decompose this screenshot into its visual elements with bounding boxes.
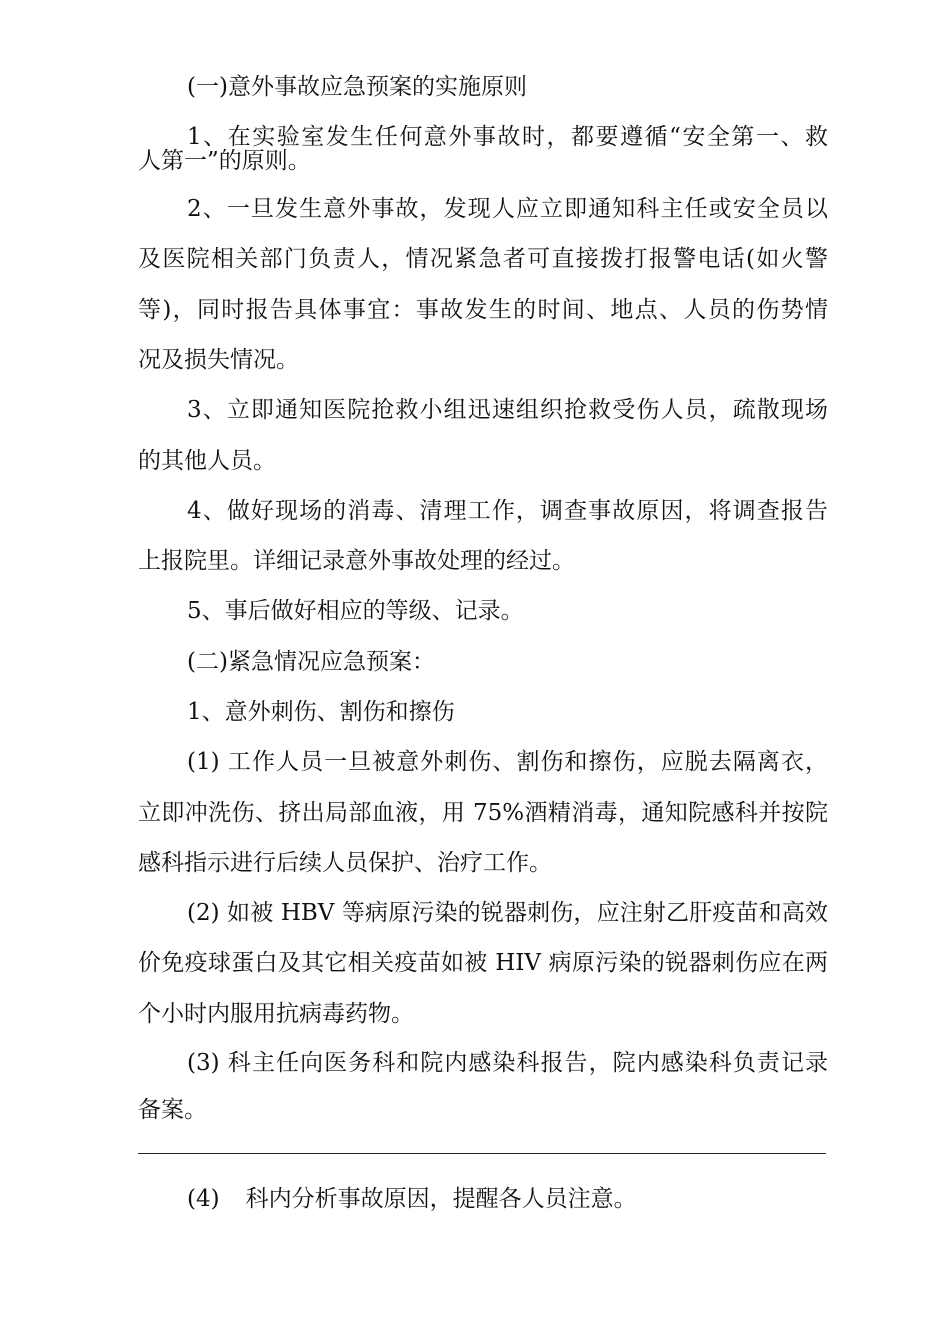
- section-heading-2: (二)紧急情况应急预案：: [187, 649, 435, 675]
- paragraph-line: 立即冲洗伤、挤出局部血液，用 75%酒精消毒，通知院感科并按院: [138, 800, 828, 826]
- paragraph-line: 1、在实验室发生任何意外事故时，都要遵循“安全第一、救: [187, 124, 828, 150]
- paragraph-line: 及医院相关部门负责人，情况紧急者可直接拨打报警电话(如火警: [138, 246, 828, 272]
- item-text: 科内分析事故原因，提醒各人员注意。: [245, 1186, 637, 1212]
- paragraph-line: 3、立即通知医院抢救小组迅速组织抢救受伤人员，疏散现场: [187, 397, 828, 423]
- item-number: (4): [187, 1186, 220, 1212]
- paragraph-line: 的其他人员。: [138, 448, 276, 474]
- paragraph-line: 个小时内服用抗病毒药物。: [138, 1001, 414, 1027]
- paragraph-line: 等)，同时报告具体事宜：事故发生的时间、地点、人员的伤势情: [138, 297, 828, 323]
- paragraph-line: 2、一旦发生意外事故，发现人应立即通知科主任或安全员以: [187, 196, 828, 222]
- paragraph-line: 价免疫球蛋白及其它相关疫苗如被 HIV 病原污染的锐器刺伤应在两: [138, 950, 828, 976]
- paragraph-line: 人第一”的原则。: [138, 148, 311, 174]
- paragraph-line: 况及损失情况。: [138, 347, 299, 373]
- paragraph-line: (2) 如被 HBV 等病原污染的锐器刺伤，应注射乙肝疫苗和高效: [187, 900, 828, 926]
- paragraph-line: (3) 科主任向医务科和院内感染科报告，院内感染科负责记录: [187, 1050, 828, 1076]
- paragraph-line: [187, 1184, 828, 1214]
- paragraph-line: 上报院里。详细记录意外事故处理的经过。: [138, 548, 575, 574]
- paragraph-line: 4、做好现场的消毒、清理工作，调查事故原因，将调查报告: [187, 498, 828, 524]
- paragraph-line: 感科指示进行后续人员保护、治疗工作。: [138, 850, 552, 876]
- horizontal-rule: [138, 1153, 826, 1154]
- subheading: 1、意外刺伤、割伤和擦伤: [187, 699, 455, 725]
- section-heading-1: (一)意外事故应急预案的实施原则: [187, 74, 527, 100]
- paragraph-line: 备案。: [138, 1097, 207, 1123]
- paragraph-line: 5、事后做好相应的等级、记录。: [187, 598, 524, 624]
- paragraph-line: (1) 工作人员一旦被意外刺伤、割伤和擦伤，应脱去隔离衣，: [187, 749, 828, 775]
